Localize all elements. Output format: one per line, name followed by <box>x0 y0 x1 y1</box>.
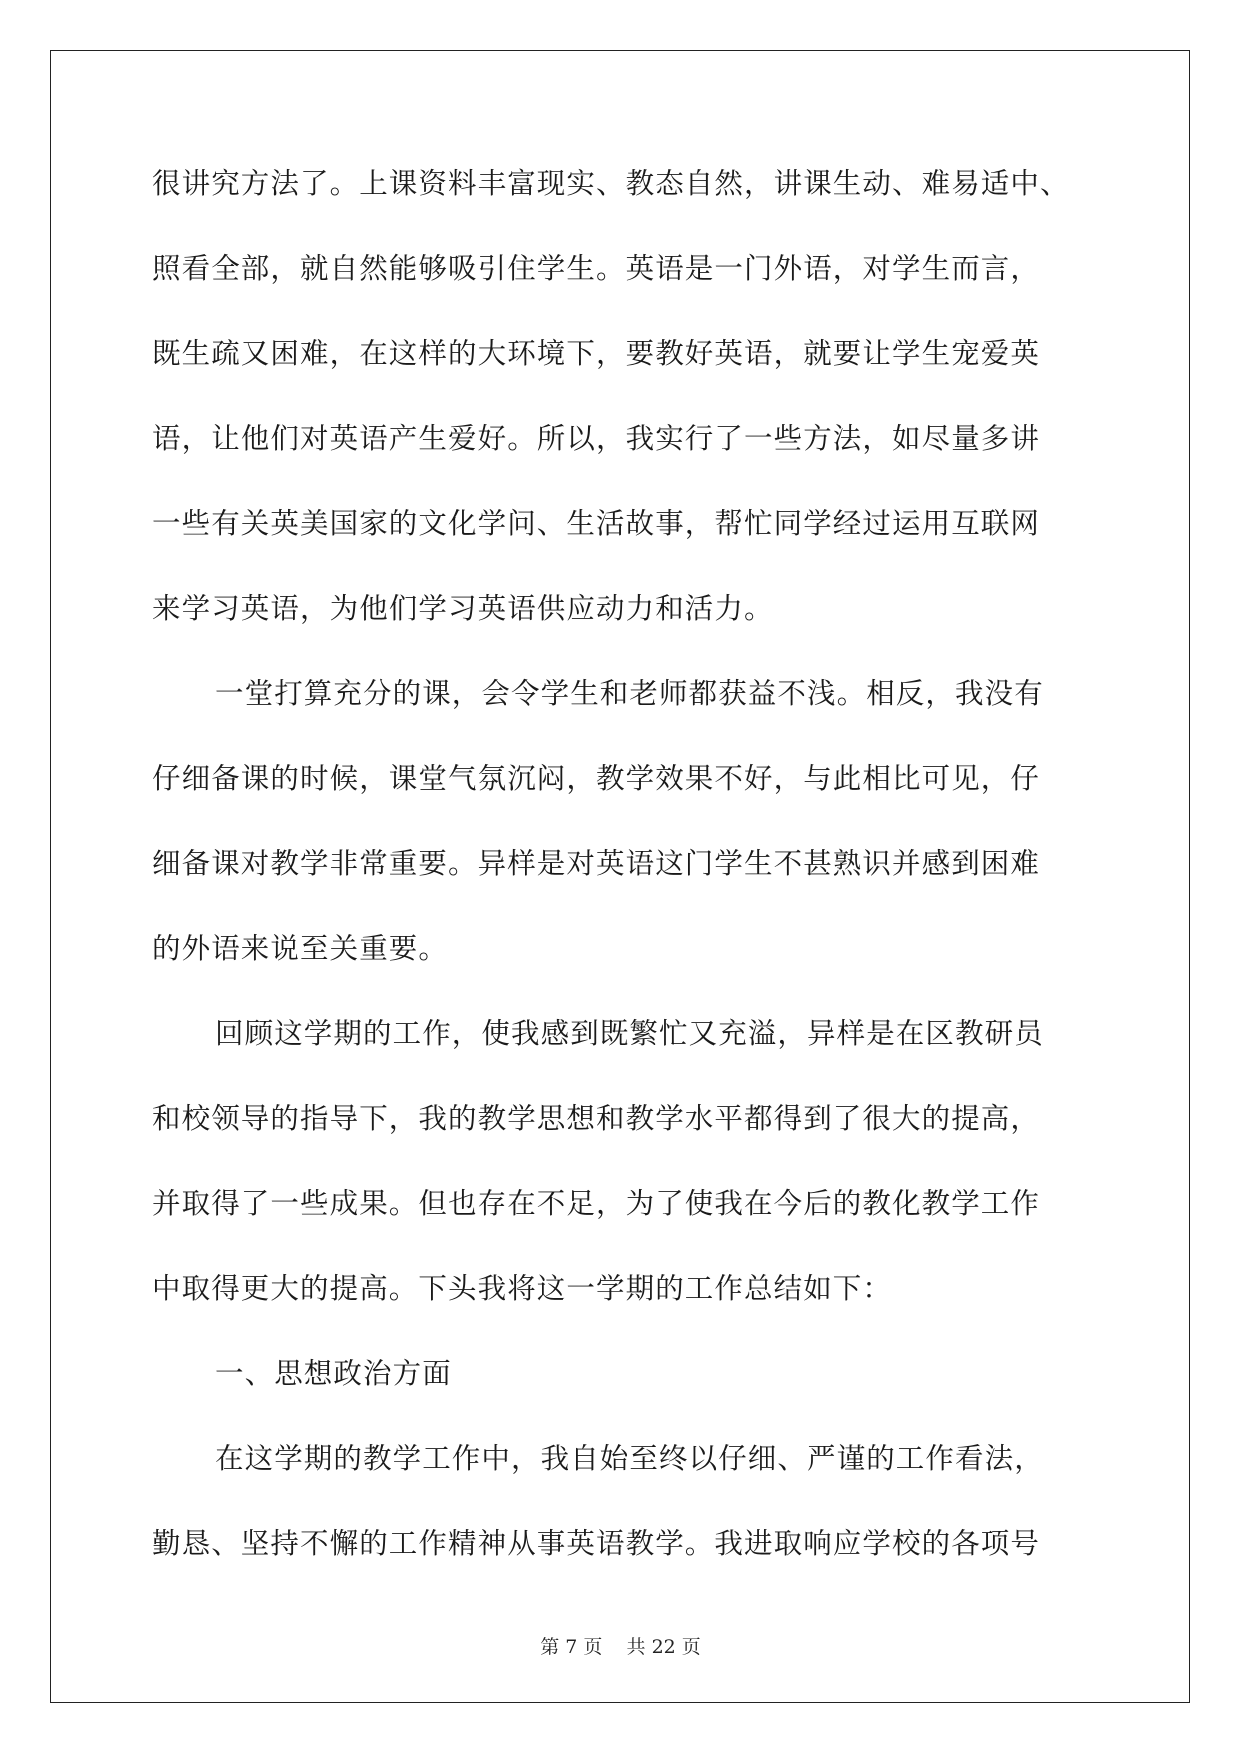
text-line: 勤恳、坚持不懈的工作精神从事英语教学。我进取响应学校的各项号 <box>152 1527 1041 1560</box>
text-line: 的外语来说至关重要。 <box>152 932 449 965</box>
paragraph-start-line: 一堂打算充分的课，会令学生和老师都获益不浅。相反，我没有 <box>215 677 1044 710</box>
paragraph-start-line: 在这学期的教学工作中，我自始至终以仔细、严谨的工作看法， <box>215 1442 1044 1475</box>
text-line: 来学习英语，为他们学习英语供应动力和活力。 <box>152 592 774 625</box>
text-line: 很讲究方法了。上课资料丰富现实、教态自然，讲课生动、难易适中、 <box>152 167 1070 200</box>
text-line: 一些有关英美国家的文化学问、生活故事，帮忙同学经过运用互联网 <box>152 507 1041 540</box>
text-line: 中取得更大的提高。下头我将这一学期的工作总结如下： <box>152 1272 893 1305</box>
text-line: 并取得了一些成果。但也存在不足，为了使我在今后的教化教学工作 <box>152 1187 1041 1220</box>
text-line: 照看全部，就自然能够吸引住学生。英语是一门外语，对学生而言， <box>152 252 1041 285</box>
document-body <box>152 155 1092 1600</box>
text-line: 和校领导的指导下，我的教学思想和教学水平都得到了很大的提高， <box>152 1102 1041 1135</box>
paragraph-start-line: 回顾这学期的工作，使我感到既繁忙又充溢，异样是在区教研员 <box>215 1017 1044 1050</box>
text-line: 仔细备课的时候，课堂气氛沉闷，教学效果不好，与此相比可见，仔 <box>152 762 1041 795</box>
text-line: 细备课对教学非常重要。异样是对英语这门学生不甚熟识并感到困难 <box>152 847 1041 880</box>
text-line: 既生疏又困难，在这样的大环境下，要教好英语，就要让学生宠爱英 <box>152 337 1041 370</box>
page-number-footer: 第 7 页 共 22 页 <box>540 1636 701 1658</box>
section-heading: 一、思想政治方面 <box>215 1357 452 1390</box>
text-line: 语，让他们对英语产生爱好。所以，我实行了一些方法，如尽量多讲 <box>152 422 1041 455</box>
